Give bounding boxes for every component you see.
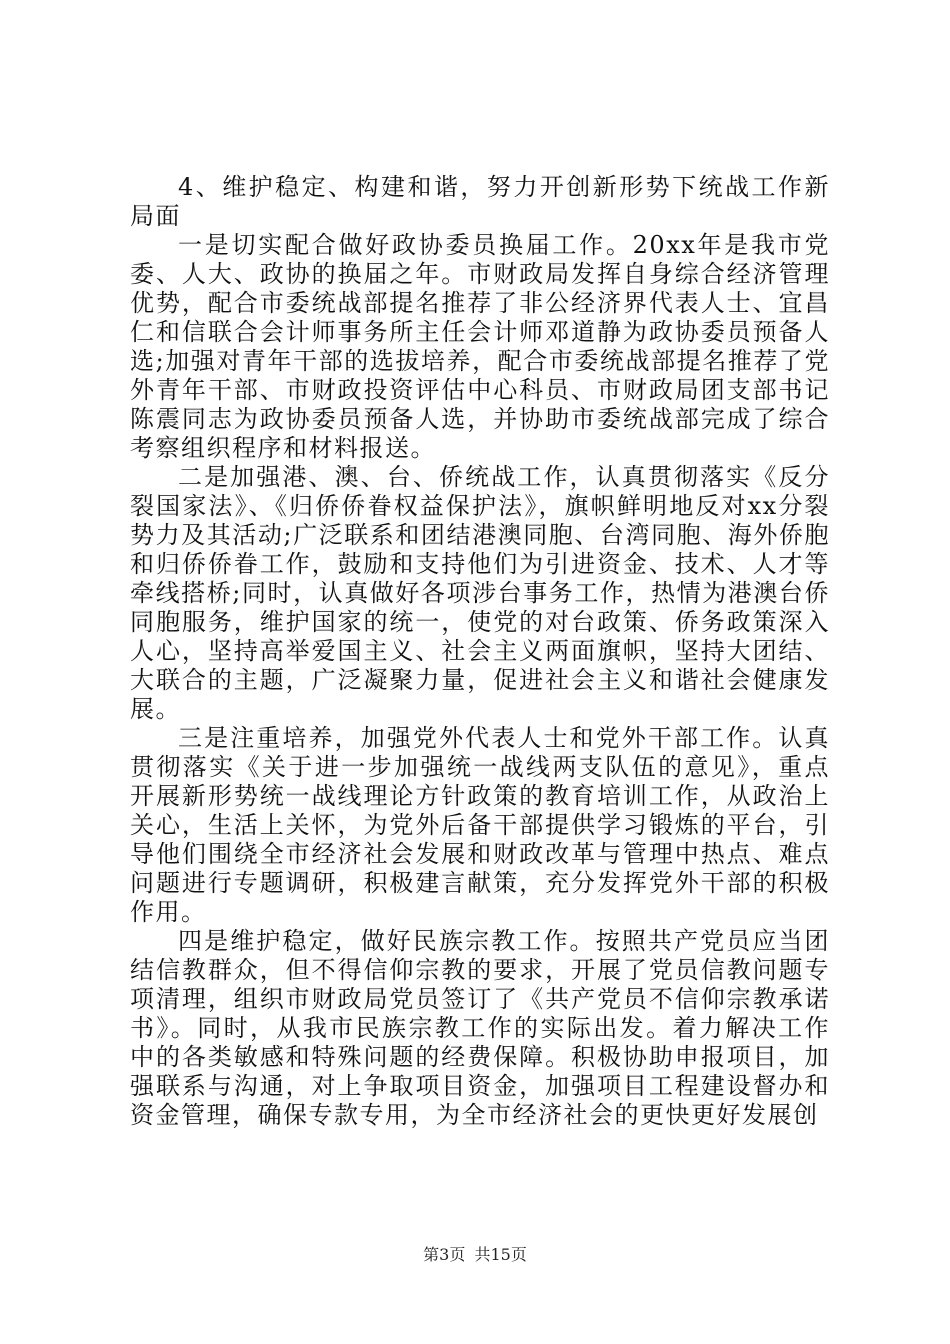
page-number: 第3页 (423, 1245, 466, 1264)
page-footer (0, 1245, 950, 1265)
page-total: 共15页 (474, 1245, 527, 1264)
paragraph-1: 一是切实配合做好政协委员换届工作。20xx年是我市党委、人大、政协的换届之年。市财政局发挥自身综合经济管理优势，配合市委统战部提名推荐了非公经济界代表人士、宜昌仁和信联合会计师事务所主任会计师邓道静为政协委员预备人选;加强对青年干部的选拔培养，配合市委统战部提名推荐了党外青年干部、市财政投资评估中心科员、市财政局团支部书记陈震同志为政协委员预备人选，并协助市委统战部完成了综合考察组织程序和材料报送。 (130, 231, 830, 462)
paragraph-4: 四是维护稳定，做好民族宗教工作。按照共产党员应当团结信教群众，但不得信仰宗教的要求，开展了党员信教问题专项清理，组织市财政局党员签订了《共产党员不信仰宗教承诺书》。同时，从我市民族宗教工作的实际出发。着力解决工作中的各类敏感和特殊问题的经费保障。积极协助申报项目，加强联系与沟通，对上争取项目资金，加强项目工程建设督办和资金管理，确保专款专用，为全市经济社会的更快更好发展创 (130, 927, 830, 1129)
document-body (130, 173, 830, 1130)
paragraph-3: 三是注重培养，加强党外代表人士和党外干部工作。认真贯彻落实《关于进一步加强统一战线两支队伍的意见》，重点开展新形势统一战线理论方针政策的教育培训工作，从政治上关心，生活上关怀，为党外后备干部提供学习锻炼的平台，引导他们围绕全市经济社会发展和财政改革与管理中热点、难点问题进行专题调研，积极建言献策，充分发挥党外干部的积极作用。 (130, 724, 830, 926)
paragraph-2: 二是加强港、澳、台、侨统战工作，认真贯彻落实《反分裂国家法》、《归侨侨眷权益保护法》，旗帜鲜明地反对xx分裂势力及其活动;广泛联系和团结港澳同胞、台湾同胞、海外侨胞和归侨侨眷工作，鼓励和支持他们为引进资金、技术、人才等牵线搭桥;同时，认真做好各项涉台事务工作，热情为港澳台侨同胞服务，维护国家的统一，使党的对台政策、侨务政策深入人心，坚持高举爱国主义、社会主义两面旗帜，坚持大团结、大联合的主题，广泛凝聚力量，促进社会主义和谐社会健康发展。 (130, 463, 830, 723)
section-heading: 4、维护稳定、构建和谐，努力开创新形势下统战工作新局面 (130, 173, 830, 230)
